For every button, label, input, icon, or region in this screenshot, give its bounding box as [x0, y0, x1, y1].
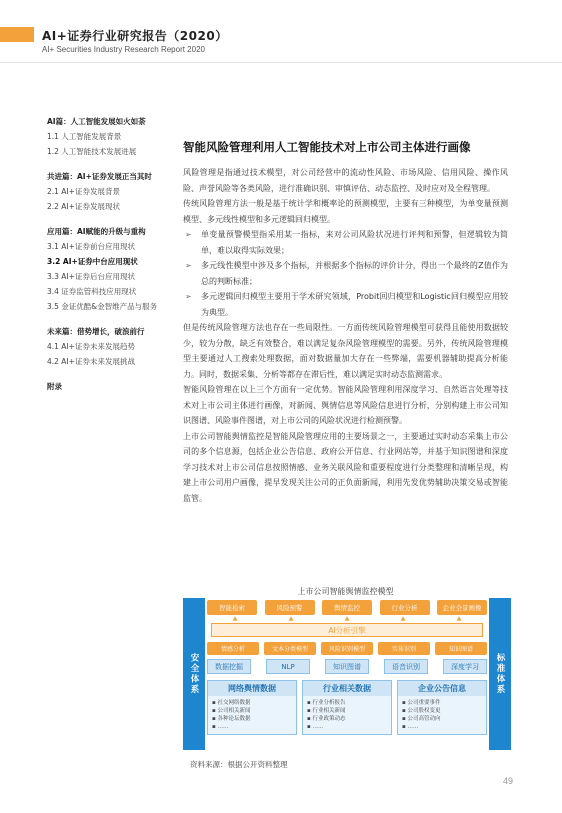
toc-section-title[interactable]: 附录: [47, 382, 62, 391]
data-source-item: ▪ ……: [212, 724, 229, 730]
toc-item[interactable]: 2.2 AI+证券发展现状: [47, 202, 120, 211]
toc-section: [47, 326, 179, 367]
data-source-item-text: 公司重要事件: [407, 700, 441, 706]
up-arrow-icon: ▲: [288, 615, 294, 622]
tech-box: 数据挖掘: [207, 659, 251, 674]
toc-item[interactable]: 3.4 证券监管科技应用现状: [47, 287, 137, 296]
toc-item[interactable]: 3.3 AI+证券后台应用现状: [47, 272, 135, 281]
tech-box: NLP: [266, 659, 310, 674]
bullet-list: [183, 227, 508, 320]
application-box: 行业分析: [380, 600, 430, 615]
report-subtitle: AI+ Securities Industry Research Report 2020: [42, 45, 205, 54]
arrow-icon: ➢: [185, 261, 192, 270]
diagram-title: 上市公司智能舆情监控模型: [297, 587, 394, 596]
section-heading: 智能风险管理利用人工智能技术对上市公司主体进行画像: [183, 140, 471, 154]
table-of-contents: [47, 116, 179, 406]
engine-box: 风险识别模型: [321, 642, 373, 655]
tech-box: 语音识别: [384, 659, 428, 674]
toc-item[interactable]: 3.5 金证优酷&金智维产品与服务: [47, 302, 158, 311]
data-source-item-text: 公司高管动向: [407, 716, 441, 722]
paragraph: 上市公司智能舆情监控是智能风险管理应用的主要场景之一，主要通过实时动态采集上市公司的多个信息源，包括企业公告信息、政府公开信息、行业网站等，并基于知识图谱和深度学习技术对上市公司信息按照情感、业务关联风险和重要程度进行分类整理和清晰呈现，构建上市公司用户画像，提早发现关注公司的正负面新闻，利用先发优势辅助决策交易或智能监管。: [183, 431, 508, 503]
data-source-item-text: 公司相关新闻: [217, 708, 251, 714]
toc-item[interactable]: 3.1 AI+证券前台应用现状: [47, 242, 135, 251]
data-source-item: ▪ ……: [402, 724, 419, 730]
application-box: 智能检索: [207, 600, 257, 615]
data-source-column: [397, 680, 487, 735]
toc-item[interactable]: 2.1 AI+证券发展背景: [47, 187, 120, 196]
up-arrow-icon: ▲: [400, 615, 406, 622]
header-divider: [0, 62, 562, 63]
data-source-item-text: 各种论坛数据: [217, 716, 251, 722]
toc-item[interactable]: 1.1 人工智能发展背景: [47, 132, 122, 141]
data-source-item: ▪ ……: [307, 724, 324, 730]
standard-system-label: 标准体系: [489, 598, 511, 750]
data-source-item-text: 社交网络数据: [217, 700, 251, 706]
page-number: 49: [503, 776, 514, 786]
data-source-item-text: 行业政策动态: [312, 716, 346, 722]
data-source-title: 网络舆情数据: [208, 681, 296, 696]
application-box: 企业全景画像: [437, 600, 487, 615]
data-source-item: ▪ 行业相关新闻: [307, 708, 346, 714]
header-accent-bar: [0, 27, 34, 42]
data-source-column: [207, 680, 297, 735]
data-source-item: ▪ 行业政策动态: [307, 716, 346, 722]
toc-section-title[interactable]: 共进篇：AI+证券发展正当其时: [47, 172, 152, 181]
toc-section: [47, 116, 179, 157]
report-title: AI+证券行业研究报告（2020）: [42, 29, 228, 43]
data-source-item-text: ……: [217, 724, 229, 730]
arrow-icon: ➢: [185, 230, 192, 239]
paragraph: 但是传统风险管理方法也存在一些局限性。一方面传统风险管理模型可获得且能使用数据较少，较为分散，缺乏有效整合，难以满足复杂风险管理模型的需要。另外，传统风险管理模型主要通过人工搜索处理数据，面对数据量加大存在一些弊端，需要机器辅助提高分析能力。同时，数据采集、分析等都存在滞后性，难以满足实时动态监测需求。: [183, 323, 508, 379]
application-row: [207, 600, 487, 615]
data-source-item-text: 行业相关新闻: [312, 708, 346, 714]
source-note: 资料来源：根据公开资料整理: [190, 760, 288, 769]
toc-section: [47, 171, 179, 212]
application-box: 舆情监控: [322, 600, 372, 615]
data-source-item: ▪ 公司重要事件: [402, 700, 441, 706]
toc-item-active[interactable]: 3.2 AI+证券中台应用现状: [47, 257, 138, 266]
engine-box: 文本分类模型: [264, 642, 316, 655]
application-box: 风险预警: [265, 600, 315, 615]
security-system-label: 安全体系: [183, 598, 205, 750]
bullet-item: [183, 258, 508, 289]
data-source-item: ▪ 公司股权变更: [402, 708, 441, 714]
paragraph: 传统风险管理方法一般是基于统计学和概率论的预测模型，主要有三种模型，为单变量预测模型、多元线性模型和多元逻辑回归模型。: [183, 199, 508, 224]
up-arrow-icon: ▲: [456, 615, 462, 622]
ai-engine-bar: AI分析引擎: [211, 623, 483, 637]
toc-section-title[interactable]: AI篇：人工智能发展如火如荼: [47, 117, 146, 126]
tech-row: [207, 659, 487, 674]
data-source-column: [302, 680, 392, 735]
paragraph: 风险管理是指通过技术模型，对公司经营中的流动性风险、市场风险、信用风险、操作风险、声誉风险等各类风险，进行准确识别、审慎评估、动态监控、及时应对及全程管理。: [183, 168, 508, 193]
data-source-list: [398, 696, 486, 734]
main-content: [183, 139, 508, 506]
bullet-text: 单变量预警模型指采用某一指标，来对公司风险状况进行评判和预警，但逻辑较为简单，难以取得实际效果；: [201, 230, 508, 255]
toc-item[interactable]: 1.2 人工智能技术发展进展: [47, 147, 137, 156]
toc-section-title[interactable]: 未来篇：借势增长，破浪前行: [47, 327, 145, 336]
bullet-item: [183, 227, 508, 258]
data-source-item: ▪ 公司高管动向: [402, 716, 441, 722]
arrow-icon: ➢: [185, 292, 192, 301]
data-source-item-text: 行业分析报告: [312, 700, 346, 706]
engine-box: 实体识别: [378, 642, 430, 655]
bullet-text: 多元线性模型中涉及多个指标，并根据多个指标的评价计分，得出一个最终的Z值作为总的判断标准；: [201, 261, 508, 286]
data-source-item: ▪ 各种论坛数据: [212, 716, 251, 722]
data-source-item-text: ……: [312, 724, 324, 730]
data-sources-row: [207, 680, 487, 735]
paragraph: 智能风险管理在以上三个方面有一定优势。智能风险管理利用深度学习、自然语言处理等技术对上市公司主体进行画像，对新闻、舆情信息等风险信息进行分析，分别构建上市公司知识图谱、风险事件图谱，对上市公司的风险状况进行检测预警。: [183, 385, 508, 425]
engine-box: 情感分析: [207, 642, 259, 655]
engine-box: 知识图谱: [435, 642, 487, 655]
engine-row: [207, 642, 487, 655]
data-source-title: 行业相关数据: [303, 681, 391, 696]
bullet-text: 多元逻辑回归模型主要用于学术研究领域，Probit回归模型和Logistic回归模型应用较为典型。: [201, 292, 508, 317]
toc-section: [47, 381, 179, 392]
up-arrow-icon: ▲: [344, 615, 350, 622]
data-source-title: 企业公告信息: [398, 681, 486, 696]
toc-item[interactable]: 4.2 AI+证券未来发展挑战: [47, 357, 135, 366]
data-source-list: [208, 696, 296, 734]
data-source-item: ▪ 社交网络数据: [212, 700, 251, 706]
data-source-item: ▪ 行业分析报告: [307, 700, 346, 706]
toc-section-title[interactable]: 应用篇：AI赋能的升级与重构: [47, 227, 146, 236]
up-arrows: [207, 615, 487, 623]
up-arrow-icon: ▲: [232, 615, 238, 622]
toc-section: [47, 226, 179, 312]
toc-item[interactable]: 4.1 AI+证券未来发展趋势: [47, 342, 135, 351]
data-source-item-text: ……: [407, 724, 419, 730]
monitoring-model-diagram: [183, 598, 511, 750]
diagram-core: [207, 598, 487, 750]
data-source-item-text: 公司股权变更: [407, 708, 441, 714]
data-source-item: ▪ 公司相关新闻: [212, 708, 251, 714]
data-source-list: [303, 696, 391, 734]
tech-box: 深度学习: [443, 659, 487, 674]
bullet-item: [183, 289, 508, 320]
tech-box: 知识图谱: [325, 659, 369, 674]
